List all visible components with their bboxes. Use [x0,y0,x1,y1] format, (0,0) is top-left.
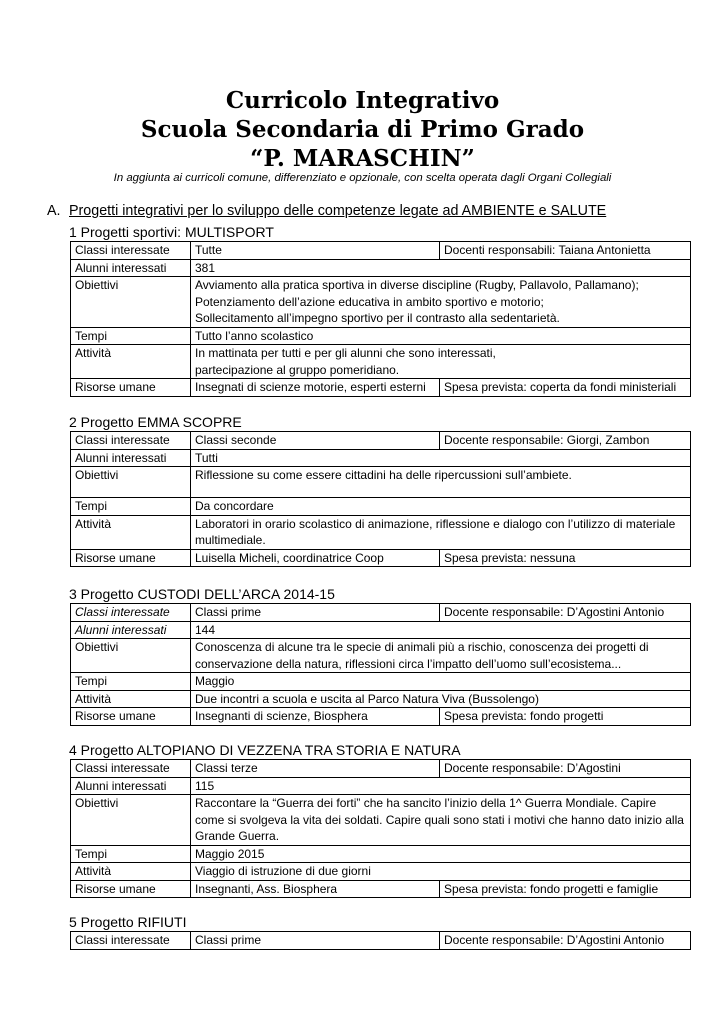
table-row [71,621,691,639]
alunni-value: Tutti [191,449,691,467]
risorse-value: Insegnanti, Ass. Biosphera [191,880,440,898]
table-row [71,327,691,345]
attivita-value: In mattinata per tutti e per gli alunni che sono interessati, partecipazione al gruppo pomeridiano. [191,345,691,379]
alunni-value: 144 [191,621,691,639]
docenti-value: Docente responsabile: D’Agostini [440,760,691,778]
project-heading: 2 Progetto EMMA SCOPRE [69,414,242,430]
spesa-value: Spesa prevista: nessuna [440,549,691,567]
table-row [71,795,691,846]
classi-label: Classi interessate [71,604,191,622]
obiettivi-value: Raccontare la “Guerra dei forti” che ha sancito l’inizio della 1^ Guerra Mondiale. Capire come si svolgeva la vita dei soldati. Capire quali sono stati i motivi che hanno dato inizio alla Grande Guerra. [191,795,691,846]
obiettivi-label: Obiettivi [71,277,191,328]
classi-label: Classi interessate [71,932,191,950]
alunni-label: Alunni interessati [71,449,191,467]
risorse-label: Risorse umane [71,708,191,726]
table-row [71,498,691,516]
table-row [71,515,691,549]
tempi-value: Maggio 2015 [191,845,691,863]
table-row [71,673,691,691]
table-row [71,708,691,726]
project-table [70,759,691,898]
alunni-value: 381 [191,259,691,277]
table-row [71,690,691,708]
table-row [71,777,691,795]
classi-label: Classi interessate [71,432,191,450]
classi-value: Classi terze [191,760,440,778]
risorse-value: Insegnati di scienze motorie, esperti esterni [191,379,440,397]
classi-value: Classi prime [191,932,440,950]
table-row [71,639,691,673]
project-heading: 3 Progetto CUSTODI DELL’ARCA 2014-15 [69,586,335,602]
table-row [71,845,691,863]
table-row [71,549,691,567]
classi-label: Classi interessate [71,760,191,778]
table-row [71,259,691,277]
section-heading [47,202,606,220]
classi-label: Classi interessate [71,242,191,260]
risorse-label: Risorse umane [71,880,191,898]
table-row [71,932,691,950]
document-subtitle: In aggiunta ai curricoli comune, differenziato e opzionale, con scelta operata dagli Organi Collegiali [113,172,612,184]
risorse-value: Luisella Micheli, coordinatrice Coop [191,549,440,567]
project-heading: 5 Progetto RIFIUTI [69,914,187,930]
section-letter: A. [47,203,61,219]
table-row [71,604,691,622]
table-row [71,863,691,881]
spesa-value: Spesa prevista: coperta da fondi ministeriali [440,379,691,397]
table-row [71,277,691,328]
alunni-label: Alunni interessati [71,621,191,639]
attivita-value: Due incontri a scuola e uscita al Parco Natura Viva (Bussolengo) [191,690,691,708]
school-namesake: “P. MARASCHIN” [250,145,475,172]
attivita-label: Attività [71,690,191,708]
table-row [71,379,691,397]
docenti-value: Docente responsabile: D’Agostini Antonio [440,932,691,950]
project-table [70,603,691,726]
table-row [71,760,691,778]
classi-value: Classi prime [191,604,440,622]
classi-value: Classi seconde [191,432,440,450]
docenti-value: Docente responsabile: Giorgi, Zambon [440,432,691,450]
tempi-label: Tempi [71,673,191,691]
spesa-value: Spesa prevista: fondo progetti [440,708,691,726]
obiettivi-value [191,277,691,328]
attivita-label: Attività [71,345,191,379]
table-row [71,449,691,467]
risorse-value: Insegnanti di scienze, Biosphera [191,708,440,726]
obiettivi-value: Conoscenza di alcune tra le specie di animali più a rischio, conoscenza dei progetti di conservazione della natura, riflessioni circa l’impatto dell’uomo sull’ecosistema... [191,639,691,673]
table-row [71,242,691,260]
classi-value: Tutte [191,242,440,260]
school-name: Scuola Secondaria di Primo Grado [140,116,585,143]
risorse-label: Risorse umane [71,379,191,397]
table-row [71,467,691,498]
tempi-label: Tempi [71,845,191,863]
tempi-label: Tempi [71,498,191,516]
alunni-label: Alunni interessati [71,777,191,795]
table-row [71,345,691,379]
project-table [70,931,691,950]
risorse-label: Risorse umane [71,549,191,567]
obiettivi-label: Obiettivi [71,639,191,673]
project-table [70,431,691,567]
docenti-value: Docenti responsabili: Taiana Antonietta [440,242,691,260]
attivita-value: Laboratori in orario scolastico di animazione, riflessione e dialogo con l’utilizzo di materiale multimediale. [191,515,691,549]
obiettivo-line: Potenziamento dell’azione educativa in ambito sportivo e motorio; [195,294,544,309]
spesa-value: Spesa prevista: fondo progetti e famiglie [440,880,691,898]
project-heading: 4 Progetto ALTOPIANO DI VEZZENA TRA STORIA E NATURA [69,742,461,758]
obiettivi-label: Obiettivi [71,467,191,498]
obiettivi-value: Riflessione su come essere cittadini ha delle ripercussioni sull’ambiete. [191,467,691,498]
table-row [71,432,691,450]
project-heading: 1 Progetti sportivi: MULTISPORT [69,224,274,240]
attivita-label: Attività [71,863,191,881]
tempi-label: Tempi [71,327,191,345]
alunni-value: 115 [191,777,691,795]
docenti-value: Docente responsabile: D’Agostini Antonio [440,604,691,622]
obiettivo-line: Avviamento alla pratica sportiva in diverse discipline (Rugby, Pallavolo, Pallamano); [195,278,639,292]
alunni-label: Alunni interessati [71,259,191,277]
attivita-label: Attività [71,515,191,549]
obiettivi-label: Obiettivi [71,795,191,846]
obiettivo-line: Sollecitamento all’impegno sportivo per il contrasto alla sedentarietà. [195,311,560,325]
attivita-value: Viaggio di istruzione di due giorni [191,863,691,881]
table-row [71,880,691,898]
tempi-value: Da concordare [191,498,691,516]
section-title: Progetti integrativi per lo sviluppo delle competenze legate ad AMBIENTE e SALUTE [69,203,607,219]
tempi-value: Tutto l’anno scolastico [191,327,691,345]
tempi-value: Maggio [191,673,691,691]
document-title: Curricolo Integrativo [225,87,500,114]
project-table [70,241,691,397]
